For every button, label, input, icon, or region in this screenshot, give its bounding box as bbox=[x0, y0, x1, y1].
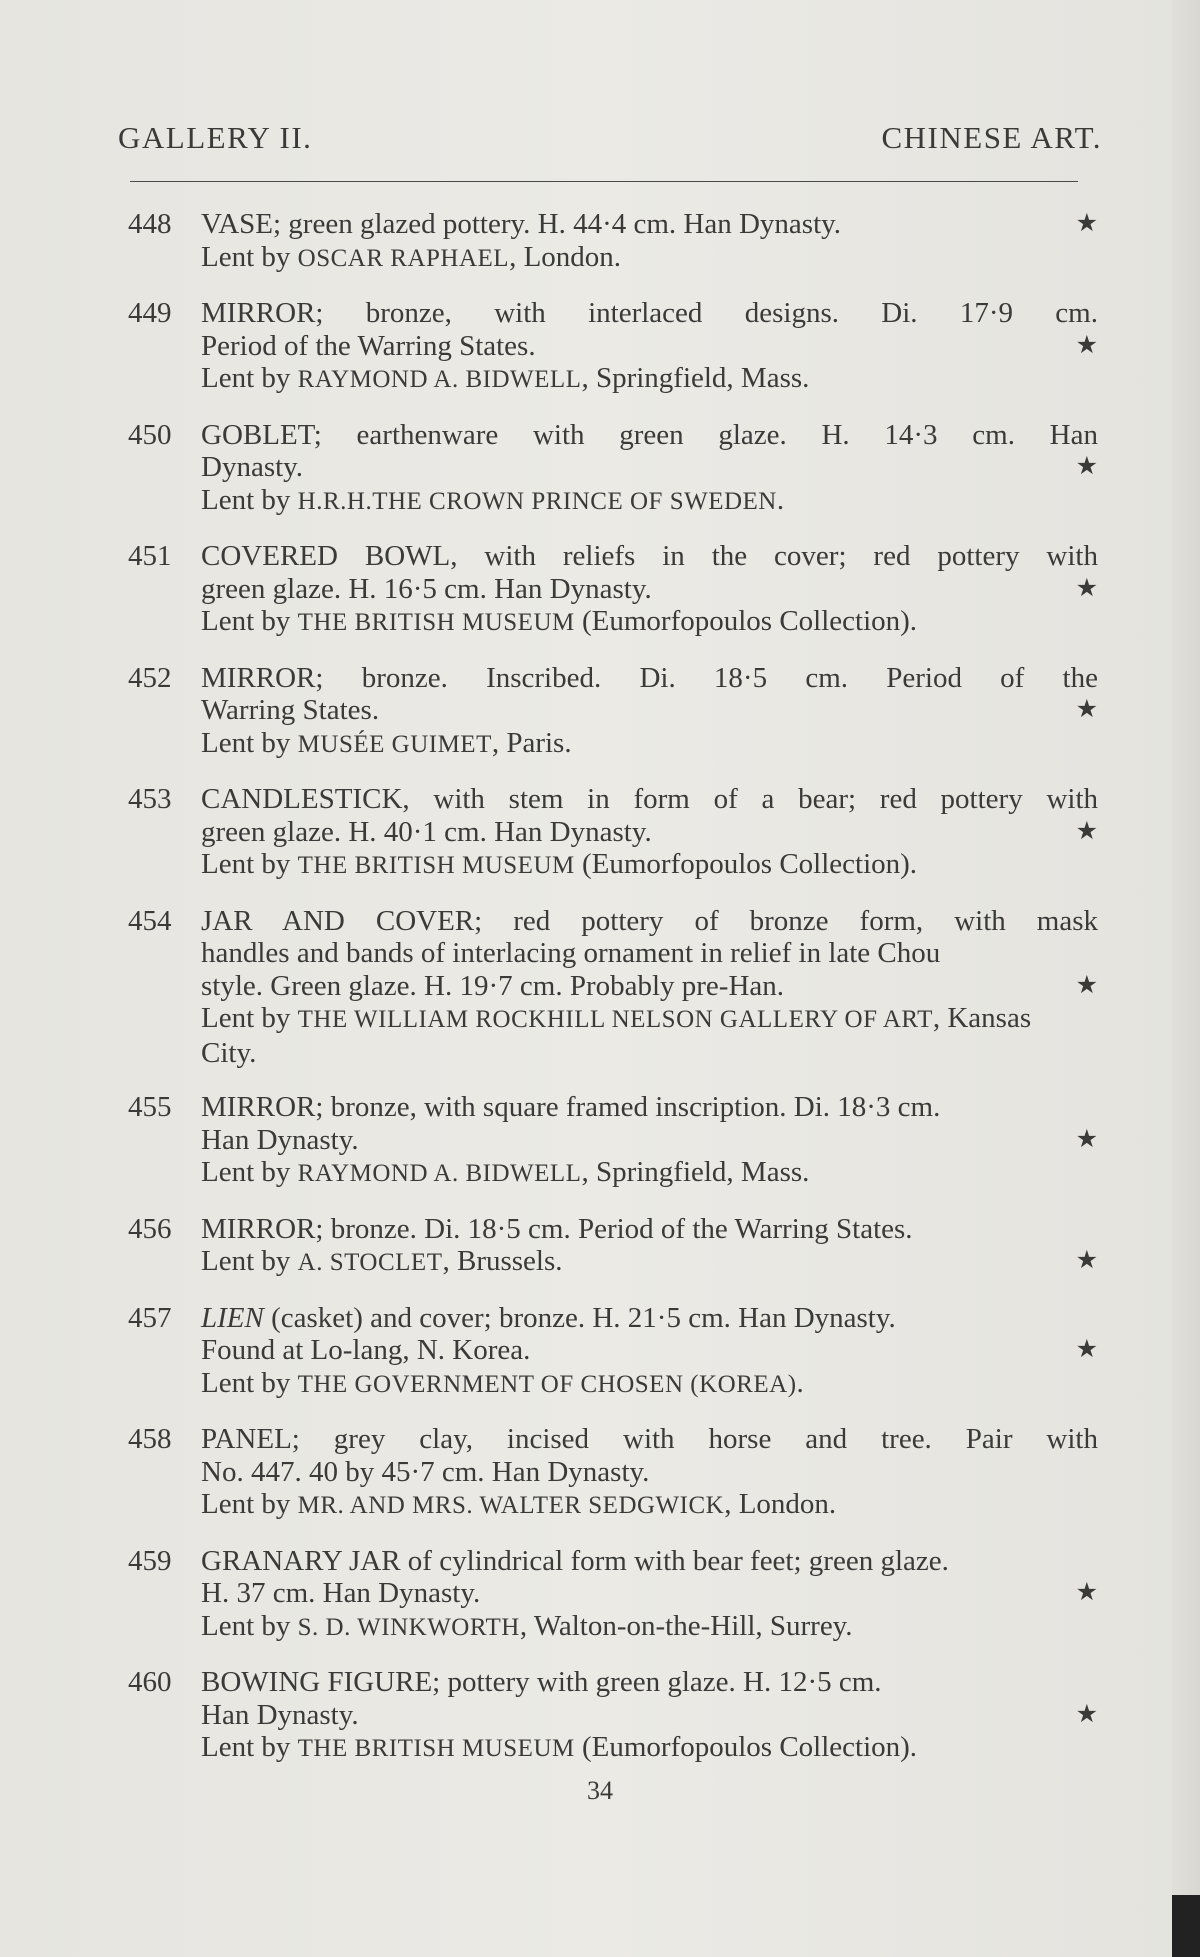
entry-number: 449 bbox=[128, 297, 172, 329]
entry-number: 448 bbox=[128, 208, 172, 240]
entry-description bbox=[201, 1423, 1098, 1523]
lent-by-label: Lent by bbox=[201, 1245, 298, 1277]
lender-line bbox=[201, 1488, 1098, 1523]
page-number: 34 bbox=[587, 1776, 613, 1805]
entry-number: 451 bbox=[128, 540, 172, 572]
entry-description bbox=[201, 905, 1098, 1070]
lender-name: THE BRITISH MUSEUM bbox=[297, 1735, 575, 1762]
description-line bbox=[201, 662, 1098, 695]
description-text: Han Dynasty. bbox=[201, 1123, 359, 1156]
lender-line bbox=[201, 1156, 1098, 1191]
lender-suffix: . bbox=[776, 483, 785, 516]
lender-name: RAYMOND A. BIDWELL bbox=[297, 1160, 582, 1187]
catalogue-entry bbox=[128, 1545, 1098, 1645]
description-line bbox=[201, 1423, 1098, 1456]
lender-suffix: , Springfield, Mass. bbox=[581, 1156, 810, 1188]
entry-description bbox=[201, 1091, 1098, 1191]
description-text: CANDLESTICK, with stem in form of a bear; red pottery with bbox=[201, 783, 1098, 815]
catalogue-entry bbox=[128, 1091, 1098, 1191]
lender-suffix: , Walton-on-the-Hill, Surrey. bbox=[519, 1609, 853, 1642]
entry-description bbox=[201, 662, 1098, 762]
lender-suffix: , Springfield, Mass. bbox=[581, 362, 810, 394]
description-line bbox=[201, 783, 1098, 816]
lender-suffix: , London. bbox=[724, 1488, 837, 1520]
header-gallery: GALLERY II. bbox=[118, 120, 313, 155]
entry-description bbox=[201, 1545, 1098, 1645]
description-line bbox=[201, 1091, 1098, 1124]
star-mark-icon: ★ bbox=[1075, 210, 1098, 237]
lender-name: THE BRITISH MUSEUM bbox=[297, 852, 575, 879]
description-text: style. Green glaze. H. 19·7 cm. Probably pre-Han. bbox=[201, 969, 785, 1002]
description-line bbox=[201, 573, 1098, 606]
lender-name: H.R.H.THE CROWN PRINCE OF SWEDEN bbox=[297, 487, 777, 515]
description-line bbox=[201, 970, 1098, 1003]
description-text: Period of the Warring States. bbox=[201, 329, 536, 362]
description-text: VASE; green glazed pottery. H. 44·4 cm. Han Dynasty. bbox=[201, 208, 841, 240]
entry-description bbox=[201, 1302, 1098, 1402]
lender-name: A. STOCLET bbox=[297, 1249, 443, 1276]
description-line bbox=[201, 1699, 1098, 1732]
description-line bbox=[201, 1577, 1098, 1610]
description-text: MIRROR; bronze. Di. 18·5 cm. Period of the Warring States. bbox=[201, 1212, 913, 1245]
entry-number: 452 bbox=[128, 661, 172, 694]
lender-name: THE WILLIAM ROCKHILL NELSON GALLERY OF ART bbox=[297, 1006, 933, 1033]
catalogue-entry bbox=[128, 540, 1098, 640]
lent-by-label: Lent by bbox=[201, 483, 298, 516]
description-text: Han Dynasty. bbox=[201, 1698, 359, 1731]
description-text: No. 447. 40 by 45·7 cm. Han Dynasty. bbox=[201, 1455, 650, 1488]
lender-suffix: . bbox=[796, 1366, 804, 1399]
lender-line bbox=[201, 848, 1098, 883]
lender-name: RAYMOND A. BIDWELL bbox=[297, 366, 582, 393]
description-line bbox=[201, 1666, 1098, 1699]
description-text: (casket) and cover; bronze. H. 21·5 cm. Han Dynasty. bbox=[263, 1301, 896, 1334]
lender-suffix: , London. bbox=[509, 240, 622, 273]
lender-line bbox=[201, 605, 1098, 640]
description-text: MIRROR; bronze, with square framed inscription. Di. 18·3 cm. bbox=[201, 1091, 941, 1123]
entry-number: 454 bbox=[128, 904, 172, 937]
lender-line bbox=[201, 1731, 1098, 1766]
entry-description bbox=[201, 1213, 1098, 1280]
star-mark-icon: ★ bbox=[1075, 1247, 1098, 1274]
lent-by-label: Lent by bbox=[201, 1002, 298, 1034]
star-mark-icon: ★ bbox=[1075, 574, 1098, 602]
catalogue-entry bbox=[128, 1423, 1098, 1523]
description-text: MIRROR; bronze. Inscribed. Di. 18·5 cm. Period of the bbox=[201, 661, 1098, 694]
description-line bbox=[201, 297, 1098, 330]
entry-number: 459 bbox=[128, 1544, 172, 1577]
entry-description bbox=[201, 1666, 1098, 1766]
entry-number: 460 bbox=[128, 1666, 172, 1698]
lent-by-label: Lent by bbox=[201, 1731, 298, 1763]
lender-name: S. D. WINKWORTH bbox=[297, 1613, 520, 1641]
description-line bbox=[201, 330, 1098, 363]
lender-line bbox=[201, 241, 1098, 276]
lender-name: THE BRITISH MUSEUM bbox=[297, 609, 575, 636]
entry-number: 456 bbox=[128, 1212, 172, 1245]
lender-suffix: , Kansas bbox=[932, 1002, 1032, 1034]
entry-number: 455 bbox=[128, 1091, 172, 1123]
star-mark-icon: ★ bbox=[1075, 1579, 1098, 1606]
description-text: Dynasty. bbox=[201, 451, 304, 483]
catalogue-entries bbox=[128, 208, 1098, 1788]
star-mark-icon: ★ bbox=[1075, 453, 1098, 480]
entry-number: 453 bbox=[128, 783, 172, 815]
page-edge bbox=[1172, 0, 1200, 1957]
star-mark-icon: ★ bbox=[1075, 1336, 1098, 1363]
star-mark-icon: ★ bbox=[1075, 971, 1098, 999]
description-text: GOBLET; earthenware with green glaze. H. 14·3 cm. Han bbox=[201, 418, 1098, 451]
star-mark-icon: ★ bbox=[1075, 696, 1098, 723]
lender-name: OSCAR RAPHAEL bbox=[297, 244, 510, 272]
description-line bbox=[201, 1334, 1098, 1367]
description-line bbox=[201, 816, 1098, 849]
catalogue-entry bbox=[128, 1302, 1098, 1402]
description-text: H. 37 cm. Han Dynasty. bbox=[201, 1577, 481, 1609]
lent-by-label: Lent by bbox=[201, 1366, 298, 1399]
lent-by-label: Lent by bbox=[201, 1156, 298, 1188]
lender-name: MUSÉE GUIMET bbox=[297, 730, 492, 758]
lender-suffix: (Eumorfopoulos Collection). bbox=[574, 848, 918, 880]
lender-suffix: , Brussels. bbox=[442, 1245, 563, 1277]
lender-suffix: (Eumorfopoulos Collection). bbox=[574, 1731, 918, 1763]
page-edge-shadow bbox=[1172, 1895, 1200, 1957]
description-text: green glaze. H. 16·5 cm. Han Dynasty. bbox=[201, 572, 652, 605]
catalogue-entry bbox=[128, 297, 1098, 397]
description-text: handles and bands of interlacing ornament in relief in late Chou bbox=[201, 937, 941, 969]
description-text: BOWING FIGURE; pottery with green glaze. H. 12·5 cm. bbox=[201, 1666, 882, 1698]
lent-by-label: Lent by bbox=[201, 1609, 298, 1642]
description-line bbox=[201, 1213, 1098, 1246]
description-line bbox=[201, 451, 1098, 484]
star-mark-icon: ★ bbox=[1075, 817, 1098, 845]
description-line bbox=[201, 1456, 1098, 1489]
description-line bbox=[201, 208, 1098, 241]
entry-description bbox=[201, 297, 1098, 397]
lent-by-label: Lent by bbox=[201, 362, 298, 394]
description-text: Warring States. bbox=[201, 694, 380, 726]
description-line bbox=[201, 1545, 1098, 1578]
catalogue-entry bbox=[128, 1213, 1098, 1280]
description-line bbox=[201, 1124, 1098, 1157]
lender-line bbox=[201, 1610, 1098, 1645]
description-line bbox=[201, 694, 1098, 727]
lender-line bbox=[201, 1002, 1098, 1037]
lender-line bbox=[201, 484, 1098, 519]
lender-name: THE GOVERNMENT OF CHOSEN (KOREA) bbox=[297, 1370, 797, 1398]
star-mark-icon: ★ bbox=[1075, 1125, 1098, 1153]
lender-line bbox=[201, 727, 1098, 762]
description-line bbox=[201, 1302, 1098, 1335]
lent-by-label: Lent by bbox=[201, 848, 298, 880]
catalogue-entry bbox=[128, 208, 1098, 275]
lender-line bbox=[201, 362, 1098, 397]
catalogue-entry bbox=[128, 419, 1098, 519]
lent-by-label: Lent by bbox=[201, 605, 298, 637]
description-text: green glaze. H. 40·1 cm. Han Dynasty. bbox=[201, 815, 652, 848]
lent-by-label: Lent by bbox=[201, 726, 298, 759]
entry-description bbox=[201, 208, 1098, 275]
entry-number: 457 bbox=[128, 1301, 172, 1334]
lender-line bbox=[201, 1245, 1098, 1280]
lender-name: MR. AND MRS. WALTER SEDGWICK bbox=[297, 1492, 725, 1519]
description-text: COVERED BOWL, with reliefs in the cover; red pottery with bbox=[201, 540, 1098, 572]
description-text: Found at Lo-lang, N. Korea. bbox=[201, 1334, 531, 1366]
catalogue-entry bbox=[128, 905, 1098, 1070]
description-text: GRANARY JAR of cylindrical form with bear feet; green glaze. bbox=[201, 1544, 949, 1577]
lender-continuation: City. bbox=[201, 1036, 257, 1069]
entry-number: 458 bbox=[128, 1423, 172, 1455]
entry-description bbox=[201, 419, 1098, 519]
italic-term: LIEN bbox=[201, 1301, 264, 1334]
lent-by-label: Lent by bbox=[201, 240, 298, 273]
lender-suffix: (Eumorfopoulos Collection). bbox=[574, 605, 918, 637]
lent-by-label: Lent by bbox=[201, 1488, 298, 1520]
star-mark-icon: ★ bbox=[1075, 331, 1098, 359]
description-line bbox=[201, 905, 1098, 938]
description-line bbox=[201, 419, 1098, 452]
description-line bbox=[201, 937, 1098, 970]
entry-number: 450 bbox=[128, 418, 172, 451]
lender-line bbox=[201, 1367, 1098, 1402]
catalogue-entry bbox=[128, 783, 1098, 883]
description-line bbox=[201, 540, 1098, 573]
entry-description bbox=[201, 783, 1098, 883]
description-text: MIRROR; bronze, with interlaced designs. Di. 17·9 cm. bbox=[201, 297, 1098, 329]
entry-description bbox=[201, 540, 1098, 640]
description-text: JAR AND COVER; red pottery of bronze form, with mask bbox=[201, 904, 1098, 937]
header-rule bbox=[130, 181, 1078, 182]
catalogue-entry bbox=[128, 1666, 1098, 1766]
catalogue-entry bbox=[128, 662, 1098, 762]
header-section: CHINESE ART. bbox=[881, 120, 1102, 155]
star-mark-icon: ★ bbox=[1075, 1700, 1098, 1728]
description-text: PANEL; grey clay, incised with horse and tree. Pair with bbox=[201, 1423, 1098, 1455]
lender-suffix: , Paris. bbox=[491, 726, 572, 759]
